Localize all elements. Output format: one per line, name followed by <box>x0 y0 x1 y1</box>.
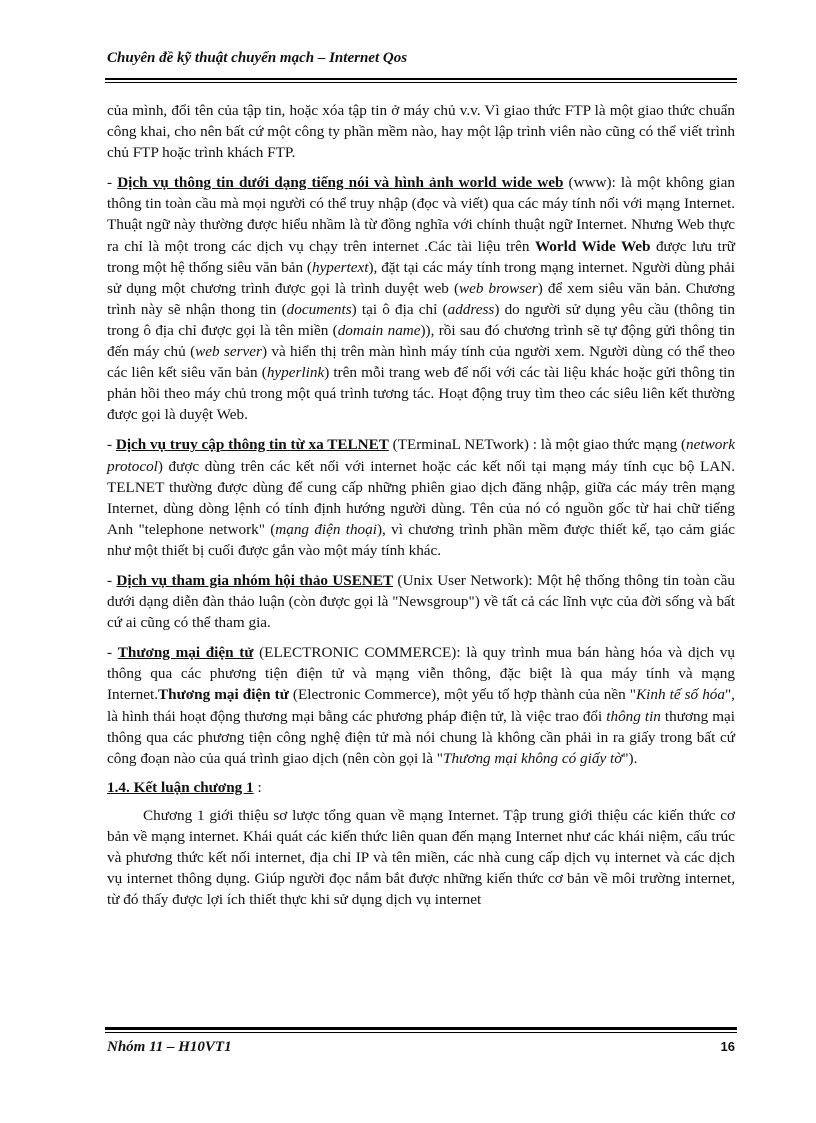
bullet-dash: - <box>107 571 117 589</box>
header-rule-thin <box>105 82 737 83</box>
paragraph-conclusion: Chương 1 giới thiệu sơ lược tổng quan về mạng Internet. Tập trung giới thiệu các kiến thức cơ bản về mạng internet. Khái quát các kiến thức liên quan đến mạng Internet như các khái niệm, cấu trúc và phương thức kết nối internet, địa chỉ IP và tên miền, các nhà cung cấp dịch vụ internet và các dịch vụ internet thông dụng. Giúp người đọc nắm bắt được những kiến thức cơ bản về môi trường internet, từ đó thấy được lợi ích thiết thực khi sử dụng dịch vụ internet <box>107 806 735 909</box>
paragraph-telnet: - Dịch vụ truy cập thông tin từ xa TELNET (TErminaL NETwork) : là một giao thức mạng (network protocol) được dùng trên các kết nối với internet hoặc các kết nối tại mạng máy tính cục bộ LAN. TELNET thường được dùng để cung cấp những phiên giao dịch đăng nhập, giữa các máy trên mạng Internet, dùng dòng lệnh có tính định hướng người dùng. Tên của nó có nguồn gốc từ hai chữ tiếng Anh "telephone network" (mạng điện thoại), vì chương trình phần mềm được thiết kế, tạo cảm giác như một thiết bị cuối được gắn vào một máy tính khác. <box>107 436 735 559</box>
paragraph-commerce: - Thương mại điện tử (ELECTRONIC COMMERCE): là quy trình mua bán hàng hóa và dịch vụ thông qua các phương tiện điện tử và mạng viễn thông, đặc biệt là qua máy tính và mạng Internet.Thương mại điện tử (Electronic Commerce), một yếu tố hợp thành của nền "Kinh tế số hóa", là hình thái hoạt động thương mại bằng các phương pháp điện tử, là việc trao đổi thông tin thương mại thông qua các phương tiện công nghệ điện tử mà nói chung là không cần phải in ra giấy trong bất cứ công đoạn nào của quá trình giao dịch (nên còn gọi là "Thương mại không có giấy tờ"). <box>107 644 735 767</box>
commerce-title: Thương mại điện tử <box>117 644 254 662</box>
bullet-dash: - <box>107 436 116 454</box>
header-rule <box>105 78 737 80</box>
page-number: 16 <box>720 1039 735 1054</box>
section-heading: 1.4. Kết luận chương 1 : <box>107 778 262 796</box>
paragraph-usenet: - Dịch vụ tham gia nhóm hội thảo USENET (Unix User Network): Một hệ thống thông tin toàn cầu dưới dạng diễn đàn thảo luận (còn được gọi là "Newsgroup") về tất cả các lĩnh vực của đời sống và bất cứ ai cũng có thể tham gia. <box>107 571 735 632</box>
footer-rule <box>105 1027 737 1030</box>
bullet-dash: - <box>107 174 118 192</box>
document-body <box>107 100 735 910</box>
www-title: Dịch vụ thông tin dưới dạng tiếng nói và hình ảnh world wide web <box>117 174 564 192</box>
paragraph-ftp: của mình, đổi tên của tập tin, hoặc xóa tập tin ở máy chủ v.v. Vì giao thức FTP là một giao thức chuẩn công khai, cho nên bất cứ một công ty phần mềm nào, hay một lập trình viên nào cũng có thể viết trình chủ FTP hoặc trình khách FTP. <box>107 102 735 162</box>
usenet-title: Dịch vụ tham gia nhóm hội thảo USENET <box>116 571 394 589</box>
page-header-title: Chuyên đề kỹ thuật chuyển mạch – Internet Qos <box>107 50 408 66</box>
footer-group-label: Nhóm 11 – H10VT1 <box>107 1039 232 1055</box>
telnet-title: Dịch vụ truy cập thông tin từ xa TELNET <box>115 436 389 454</box>
paragraph-www: - Dịch vụ thông tin dưới dạng tiếng nói và hình ảnh world wide web (www): là một không gian thông tin toàn cầu mà mọi người có thể truy nhập (đọc và viết) qua các máy tính nối với mạng Internet. Thuật ngữ này thường được hiểu nhầm là từ đồng nghĩa với chính thuật ngữ Internet. Nhưng Web thực ra chỉ là một trong các dịch vụ chạy trên internet .Các tài liệu trên World Wide Web được lưu trữ trong một hệ thống siêu văn bản (hypertext), đặt tại các máy tính trong mạng internet. Người dùng phải sử dụng một chương trình được gọi là trình duyệt web (web browser) để xem siêu văn bản. Chương trình này sẽ nhận thong tin (documents) tại ô địa chỉ (address) do người sử dụng yêu cầu (thông tin trong ô địa chỉ được gọi là tên miền (domain name)), rồi sau đó chương trình sẽ tự động gửi thông tin đến máy chủ (web server) và hiển thị trên màn hình máy tính của người xem. Người dùng có thể theo các liên kết siêu văn bản (hyperlink) trên mỗi trang web để nối với các tài liệu khác hoặc gửi thông tin phản hồi theo máy chủ trong một quá trình tương tác. Hoạt động truy tìm theo các siêu liên kết thường được gọi là duyệt Web. <box>107 174 735 424</box>
footer-rule-thin <box>105 1032 737 1033</box>
section-title: 1.4. Kết luận chương 1 <box>107 778 254 796</box>
bullet-dash: - <box>107 644 118 662</box>
